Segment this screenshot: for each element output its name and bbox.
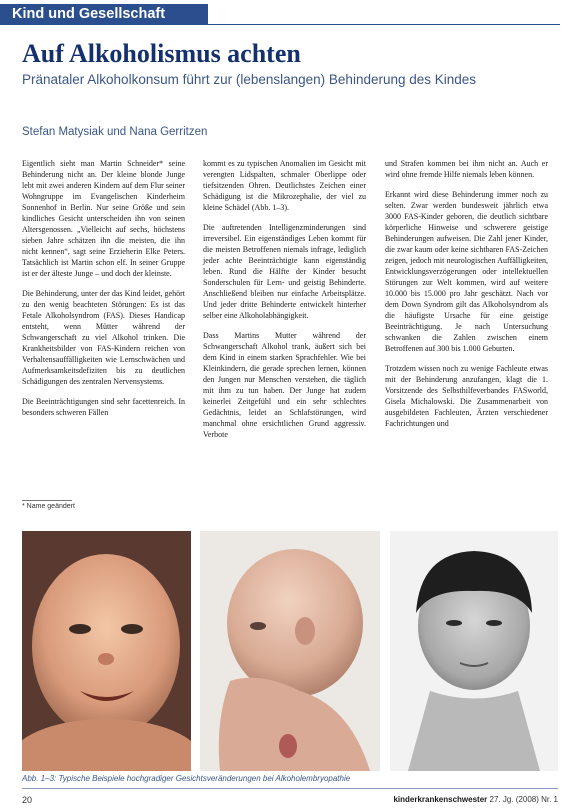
paragraph: kommt es zu typischen Anomalien im Gesicht mit verengten Lidspalten, schmaler Oberlippe oder tiefsitzenden Ohren. Deutlichstes Zeichen einer Schädigung ist die Mikrozephalie, der viel zu kleine Schädel (Abb. 1–3). xyxy=(203,159,366,212)
text-column-3 xyxy=(385,158,548,438)
photo-infant-front xyxy=(22,531,191,771)
caption-rule xyxy=(22,788,558,789)
infant-front-illustration xyxy=(22,531,191,771)
paragraph: Die Behinderung, unter der das Kind leidet, gehört zu den wenig beachteten Störungen: Es ist das Fetale Alkoholsyndrom (FAS). Dieses Handicap entsteht, wenn Mütter während der Schwangerschaft zu viel Alkohol trinken. Die Krankheitsbilder von FAS-Kindern reichen von Verhaltensauffälligkeiten wie Lernschwächen und Aufmerksamkeitsdefiziten bis zu deutlichen Schädigungen des zentralen Nervensystems. xyxy=(22,289,185,386)
infant-profile-illustration xyxy=(200,531,380,771)
photo-toddler-bw xyxy=(390,531,558,771)
paragraph: und Strafen kommen bei ihm nicht an. Auch er wird ohne fremde Hilfe niemals leben können. xyxy=(385,159,548,179)
photo-infant-profile xyxy=(200,531,380,771)
footnote: * Name geändert xyxy=(22,503,75,510)
footnote-rule xyxy=(22,500,72,501)
journal-name: kinderkrankenschwester xyxy=(393,795,488,804)
article-subtitle: Pränataler Alkoholkonsum führt zur (lebenslangen) Behinderung des Kindes xyxy=(22,72,477,87)
figure-caption: Abb. 1–3: Typische Beispiele hochgradiger Gesichtsveränderungen bei Alkoholembryopathie xyxy=(22,774,351,783)
text-column-2 xyxy=(203,158,366,449)
paragraph: Erkannt wird diese Behinderung immer noch zu selten. Zwar werden bundesweit jährlich etwa 3000 FAS-Kinder geboren, die deutlich sichtbare körperliche Hinweise und schwerere geistige Behinderungen aufweisen. Die Zahl jener Kinder, die zwar kaum oder keine sichtbaren FAS-Zeichen zeigen, jedoch mit neurologischen Auffälligkeiten, Entwicklungsverzögerungen oder intellektuellen Störungen zur Welt kommen, wird auf weitere 10.000 bis 15.000 pro Jahr geschätzt. Nach vor dem Down Syndrom gilt das Alkoholsyndrom als die häufigste Ursache für eine geistige Beeinträchtigung. Je nach Untersuchung schwanken die Zahlen zwischen einem Betroffenen auf 300 bis 1.000 Geburten. xyxy=(385,190,548,353)
paragraph: Die auftretenden Intelligenzminderungen sind irreversibel. Ein eigenständiges Leben kommt für die meisten Betroffenen niemals infrage, lediglich jeder achte Beeinträchtigte kann eigenständig leben. Rund die Hälfte der Kinder besucht Sonderschulen für Lern- und geistig Behinderte. Anschließend bleiben nur einfache Arbeitsplätze. Und jeder dritte Behinderte entwickelt hinterher selber eine Alkoholabhängigkeit. xyxy=(203,223,366,320)
page-number: 20 xyxy=(22,795,33,805)
text-column-1 xyxy=(22,158,185,427)
journal-reference xyxy=(393,795,558,804)
journal-issue: 27. Jg. (2008) Nr. 1 xyxy=(489,795,558,804)
paragraph: Trotzdem wissen noch zu wenige Fachleute etwas mit der Behinderung anzufangen, klagt die 1. Vorsitzende des Selbsthilfeverbandes FASworld, Gisela Michalowski. Die Zusammenarbeit von ausgebildeten Fachleuten, Ärzten verschiedener Fachrichtungen und xyxy=(385,364,548,428)
paragraph: Eigentlich sieht man Martin Schneider* seine Behinderung nicht an. Der kleine blonde Junge lebt mit zwei anderen Kindern auf dem Flur seiner Wohngruppe im Evangelischen Kinderheim Sonnenhof in Berlin. Nur seine Größe und sein kindliches Gesicht unterscheiden ihn von seinen Altersgenossen. „Vielleicht auf sechs, höchstens sieben Jahre schätzen ihn die meisten, die ihn nicht kennen“, sagt seine Erzieherin Elke Peters. Tatsächlich ist Martin schon elf. In seiner Gruppe ist er der älteste Junge – und doch der kleinste. xyxy=(22,159,185,278)
paragraph: Die Beeinträchtigungen sind sehr facettenreich. In besonders schweren Fällen xyxy=(22,397,185,417)
paragraph: Dass Martins Mutter während der Schwangerschaft Alkohol trank, äußert sich bei dem Kind in einem starken Sprachfehler. Wie bei Kleinkindern, die gerade sprechen lernen, können den Jungen nur Menschen verstehen, die täglich mit ihm zu tun haben. Der Junge hat zudem keinerlei Zeitgefühl und ein sehr schlechtes Gedächtnis, leidet an Schlafstörungen, wird manchmal ohne ersichtlichen Grund aggressiv. Verbote xyxy=(203,331,366,439)
article-title: Auf Alkoholismus achten xyxy=(22,39,301,68)
section-label: Kind und Gesellschaft xyxy=(12,6,166,22)
toddler-bw-illustration xyxy=(390,531,558,771)
article-authors: Stefan Matysiak und Nana Gerritzen xyxy=(22,126,208,138)
banner-rule xyxy=(208,24,560,25)
section-banner xyxy=(0,4,208,25)
